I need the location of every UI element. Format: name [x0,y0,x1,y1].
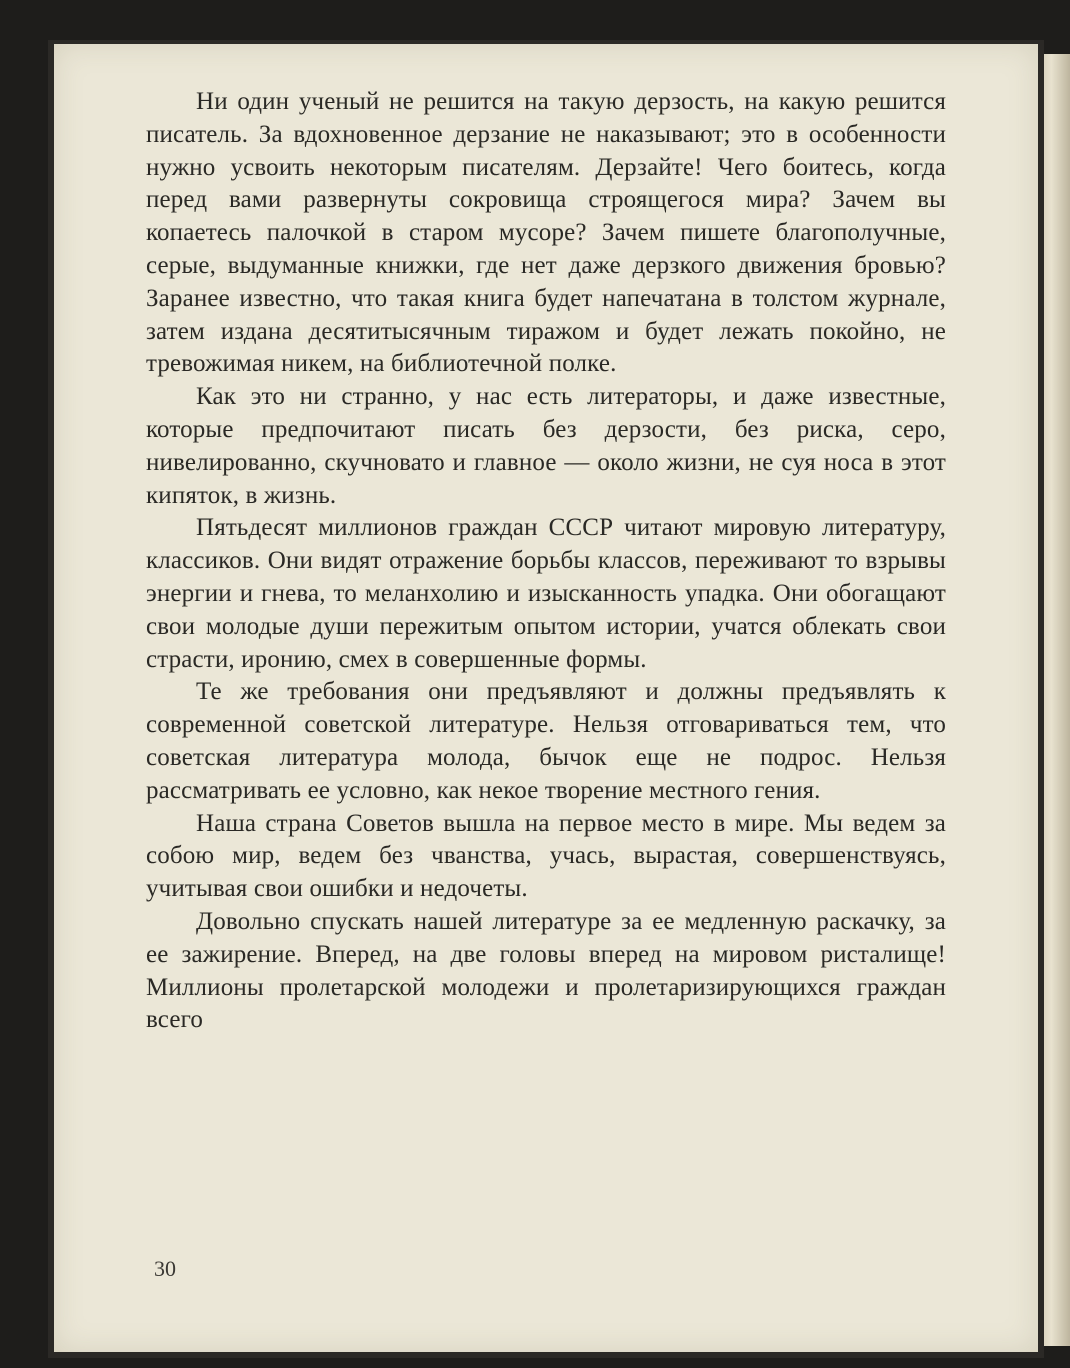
paragraph-5: Наша страна Советов вышла на первое место в мире. Мы ведем за собою мир, ведем без чванства, учась, вырастая, совершенствуясь, учитывая свои ошибки и недочеты. [146,809,946,903]
paragraph-6: Довольно спускать нашей литературе за ее медленную раскачку, за ее зажирение. Вперед, на две головы вперед на мировом ристалище! Миллионы пролетарской молодежи и пролетаризирующихся граждан всего [146,907,946,1034]
paragraph-3: Пятьдесят миллионов граждан СССР читают мировую литературу, классиков. Они видят отражение борьбы классов, переживают то взрывы энергии и гнева, то меланхолию и изысканность упадка. Они обогащают свои молодые души пережитым опытом истории, учатся облекать свои страсти, иронию, смех в совершенные формы. [146,514,946,673]
paragraph-1: Ни один ученый не решится на такую дерзость, на какую решится писатель. За вдохновенное дерзание не наказывают; это в особенности нужно усвоить некоторым писателям. Дерзайте! Чего боитесь, когда перед вами развернуты сокровища строящегося мира? Зачем вы копаетесь палочкой в старом мусоре? Зачем пишете благополучные, серые, выдуманные книжки, где нет даже дерзкого движения бровью? Заранее известно, что такая книга будет напечатана в толстом журнале, затем издана десятитысячным тиражом и будет лежать покойно, не тревожимая никем, на библиотечной полке. [146,88,946,378]
page-text [146,86,946,1037]
page-number: 30 [154,1256,176,1281]
paragraph-2: Как это ни странно, у нас есть литераторы, и даже известные, которые предпочитают писать без дерзости, без риска, серо, нивелированно, скучновато и главное — около жизни, не суя носа в этот кипяток, в жизнь. [146,383,946,509]
book-page [54,44,1038,1352]
paragraph-4: Те же требования они предъявляют и должны предъявлять к современной советской литературе. Нельзя отговариваться тем, что советская литература молода, бычок еще не подрос. Нельзя рассматривать ее условно, как некое творение местного гения. [146,678,946,804]
